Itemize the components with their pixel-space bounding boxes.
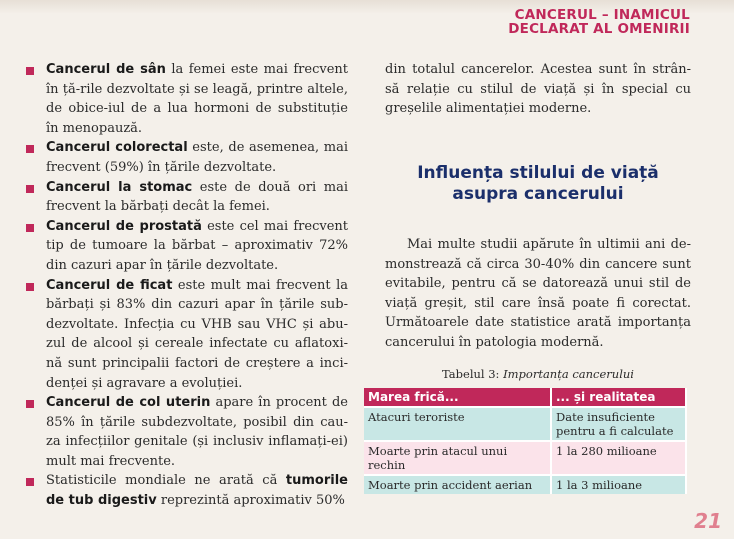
- table-cell: Moarte prin accident aerian: [364, 475, 551, 494]
- item-title: Cancerul de ficat: [46, 277, 173, 293]
- bullet-icon: [26, 283, 34, 291]
- list-item: [26, 471, 348, 510]
- table-row: [364, 475, 686, 494]
- left-column: [26, 60, 348, 511]
- table-cell: Atacuri teroriste: [364, 407, 551, 441]
- list-item: [26, 60, 348, 138]
- continued-paragraph: din totalul cancerelor. Acestea sunt în strân-să relație cu stilul de viață și în special cu greșelile alimentației moderne.: [385, 62, 691, 117]
- bullet-icon: [26, 400, 34, 408]
- list-item: [26, 217, 348, 276]
- bullet-icon: [26, 185, 34, 193]
- item-title: Cancerul de prostată: [46, 218, 202, 234]
- item-text: la femei este mai frecvent în ță-rile dezvoltate și se leagă, printre altele, de obice-iul de a lua hormoni de substituție în menopauză.: [46, 62, 349, 136]
- heading-line-1: Influența stilului de viață: [417, 163, 659, 183]
- table-row: [364, 407, 686, 441]
- bullet-icon: [26, 67, 34, 75]
- right-column-continuation: [385, 60, 691, 119]
- section-paragraph-block: [385, 235, 691, 353]
- section-heading: [385, 163, 691, 205]
- list-item: [26, 393, 348, 471]
- header-line-2: DECLARAT AL OMENIRII: [508, 21, 690, 37]
- bullet-icon: [26, 145, 34, 153]
- bullet-icon: [26, 478, 34, 486]
- item-text: este, de asemenea, mai frecvent (59%) în țările dezvoltate.: [46, 140, 348, 175]
- item-title: Cancerul la stomac: [46, 179, 193, 195]
- item-text: apare în procent de 85% în țările subdezvoltate, posibil din cau-za infecțiilor genitale (și inclusiv inflamați-ei) mult mai frecvente.: [46, 395, 348, 469]
- table-caption: [385, 367, 691, 381]
- statistics-table: [364, 388, 687, 494]
- table-cell: 1 la 280 milioane: [551, 441, 686, 475]
- item-title: Cancerul colorectal: [46, 140, 188, 156]
- item-title: tumorile de tub digestiv: [46, 473, 348, 509]
- list-item: [26, 276, 348, 394]
- list-item: [26, 178, 348, 217]
- item-text: este de două ori mai frecvent la bărbați decât la femei.: [46, 179, 349, 215]
- page-number: 21: [694, 509, 722, 533]
- table-cell: Date insuficiente pentru a fi calculate: [551, 407, 686, 441]
- header-line-1: CANCERUL – INAMICUL: [514, 7, 690, 23]
- caption-title: Importanța cancerului: [503, 367, 634, 381]
- item-text: este mult mai frecvent la bărbați și 83% din cazuri apar în țările sub-dezvoltate. Infecția cu VHB sau VHC și abu-zul de alcool și cereale infectate cu aflatoxi-nă sunt principalii factori de creștere a inci-denței și agravare a evoluției.: [46, 277, 348, 391]
- bullet-icon: [26, 224, 34, 232]
- section-paragraph: Mai multe studii apărute în ultimii ani de-monstrează că circa 30-40% din cancere sunt evitabile, pentru că se datorează unui stil de viață greșit, stil care însă poate fi corectat. Următoarele date statistice arată importanța cancerului în patologia modernă.: [385, 237, 691, 350]
- list-item: [26, 138, 348, 177]
- table-header-cell: ... și realitatea: [551, 388, 686, 407]
- page-header: [508, 8, 690, 36]
- item-text: reprezintă aproximativ 50%: [156, 493, 345, 509]
- table-row: [364, 441, 686, 475]
- item-prefix: Statisticile mondiale ne arată că: [46, 473, 286, 489]
- item-text: este cel mai frecvent tip de tumoare la bărbat – aproximativ 72% din cazuri apar în țările dezvoltate.: [46, 218, 348, 273]
- caption-prefix: Tabelul 3:: [442, 367, 504, 381]
- heading-line-2: asupra cancerului: [452, 184, 624, 204]
- item-title: Cancerul de sân: [46, 62, 166, 77]
- table-header-row: [364, 388, 686, 407]
- table-cell: 1 la 3 milioane: [551, 475, 686, 494]
- table-header-cell: Marea frică...: [364, 388, 551, 407]
- item-title: Cancerul de col uterin: [46, 395, 211, 411]
- table-cell: Moarte prin atacul unui rechin: [364, 441, 551, 475]
